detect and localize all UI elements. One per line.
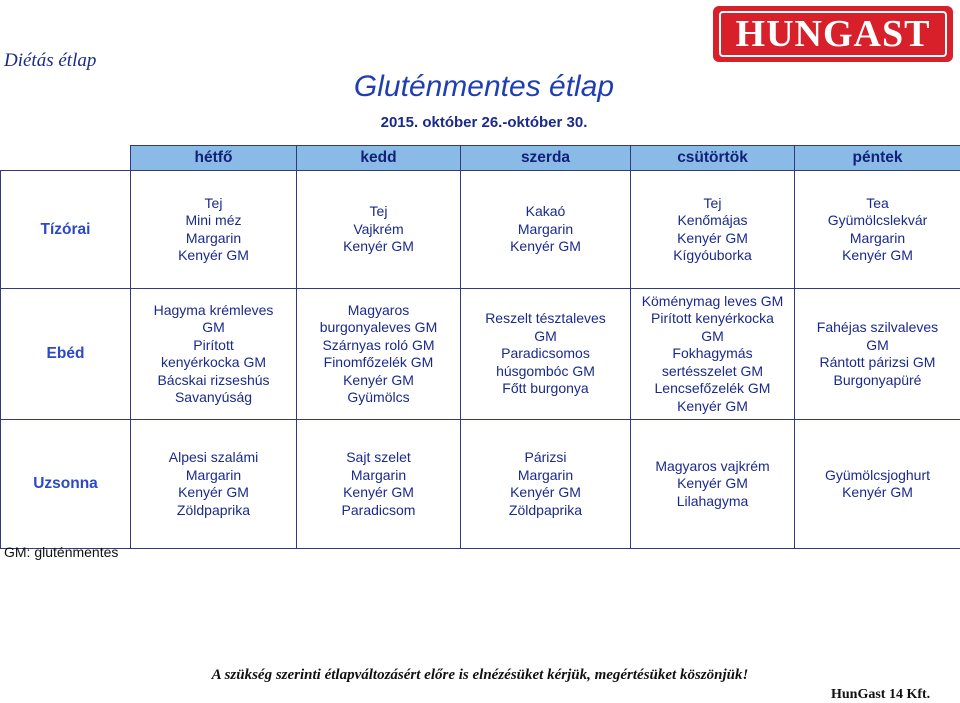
menu-cell: Hagyma krémleves GM Pirított kenyérkocka GM Bácskai rizseshús Savanyúság bbox=[131, 289, 297, 420]
corner-cell bbox=[1, 146, 131, 171]
meal-label: Ebéd bbox=[1, 289, 131, 420]
menu-cell: Tea Gyümölcslekvár Margarin Kenyér GM bbox=[795, 171, 960, 289]
footer-note: A szükség szerinti étlapváltozásért előre is elnézésüket kérjük, megértésüket köszönjük! bbox=[211, 667, 749, 683]
day-header-wednesday: szerda bbox=[461, 146, 631, 171]
menu-cell: Kakaó Margarin Kenyér GM bbox=[461, 171, 631, 289]
menu-table bbox=[0, 145, 960, 549]
logo-text: HUNGAST bbox=[719, 11, 947, 57]
day-header-row bbox=[1, 146, 960, 171]
menu-cell: Gyümölcsjoghurt Kenyér GM bbox=[795, 420, 960, 549]
menu-cell: Tej Mini méz Margarin Kenyér GM bbox=[131, 171, 297, 289]
day-header-tuesday: kedd bbox=[297, 146, 461, 171]
company-name: HunGast 14 Kft. bbox=[831, 687, 931, 702]
menu-cell: Tej Vajkrém Kenyér GM bbox=[297, 171, 461, 289]
menu-cell: Magyaros vajkrém Kenyér GM Lilahagyma bbox=[631, 420, 795, 549]
legend-note: GM: gluténmentes bbox=[4, 544, 119, 560]
day-header-thursday: csütörtök bbox=[631, 146, 795, 171]
menu-cell: Párizsi Margarin Kenyér GM Zöldpaprika bbox=[461, 420, 631, 549]
menu-cell: Fahéjas szilvaleves GM Rántott párizsi GM Burgonyapüré bbox=[795, 289, 960, 420]
meal-row-tizorai bbox=[1, 171, 960, 289]
day-header-monday: hétfő bbox=[131, 146, 297, 171]
menu-cell: Sajt szelet Margarin Kenyér GM Paradicsom bbox=[297, 420, 461, 549]
meal-label: Uzsonna bbox=[1, 420, 131, 549]
menu-cell: Alpesi szalámi Margarin Kenyér GM Zöldpaprika bbox=[131, 420, 297, 549]
menu-cell: Köménymag leves GM Pirított kenyérkocka GM Fokhagymás sertésszelet GM Lencsefőzelék GM Kenyér GM bbox=[631, 289, 795, 420]
diet-menu-label: Diétás étlap bbox=[4, 50, 97, 71]
day-header-friday: péntek bbox=[795, 146, 960, 171]
meal-row-ebed bbox=[1, 289, 960, 420]
menu-cell: Tej Kenőmájas Kenyér GM Kígyóuborka bbox=[631, 171, 795, 289]
hungast-logo bbox=[713, 6, 953, 62]
meal-row-uzsonna bbox=[1, 420, 960, 549]
date-range: 2015. október 26.-október 30. bbox=[380, 114, 588, 131]
menu-cell: Reszelt tésztaleves GM Paradicsomos húsgombóc GM Főtt burgonya bbox=[461, 289, 631, 420]
page-title bbox=[0, 70, 960, 104]
menu-cell: Magyaros burgonyaleves GM Szárnyas roló GM Finomfőzelék GM Kenyér GM Gyümölcs bbox=[297, 289, 461, 420]
page-title-text: Gluténmentes étlap bbox=[353, 70, 615, 103]
meal-label: Tízórai bbox=[1, 171, 131, 289]
